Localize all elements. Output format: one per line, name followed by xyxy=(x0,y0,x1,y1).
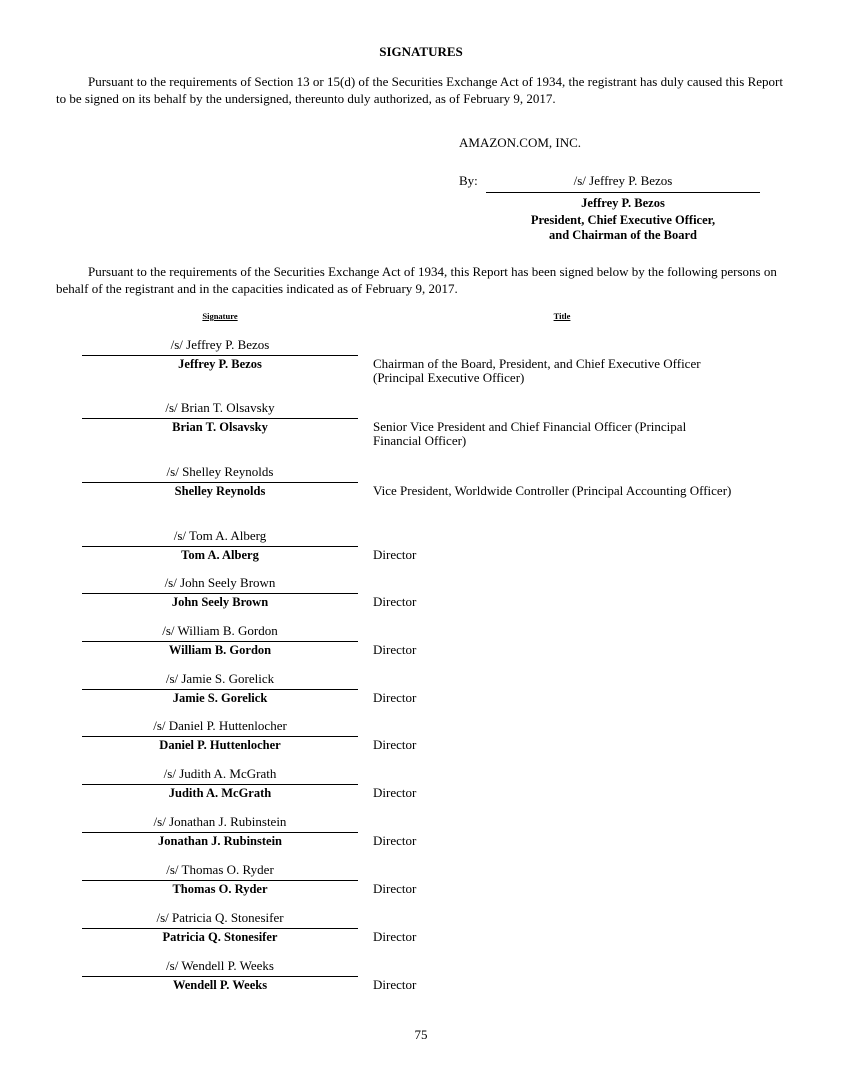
signer-title: Director xyxy=(373,690,417,705)
signature-rule xyxy=(82,355,358,356)
page-heading: SIGNATURES xyxy=(379,44,463,59)
signer-title: Director xyxy=(373,929,417,944)
signature-rule xyxy=(82,418,358,419)
signer-signature: /s/ Thomas O. Ryder xyxy=(166,862,274,877)
ceo-signature: /s/ Jeffrey P. Bezos xyxy=(573,173,673,188)
signer-row xyxy=(0,910,842,958)
signature-rule xyxy=(82,832,358,833)
signer-name: Jeffrey P. Bezos xyxy=(178,357,262,371)
signer-name: Brian T. Olsavsky xyxy=(172,420,268,434)
signer-signature: /s/ Daniel P. Huttenlocher xyxy=(153,718,287,733)
signer-row xyxy=(0,528,842,576)
signer-signature: /s/ William B. Gordon xyxy=(162,623,278,638)
signer-title: Chairman of the Board, President, and Chief Executive Officer (Principal Executive Officer) xyxy=(373,356,701,385)
signer-title: Director xyxy=(373,642,417,657)
signature-rule xyxy=(82,482,358,483)
signer-signature: /s/ Shelley Reynolds xyxy=(166,464,274,479)
signer-name: Tom A. Alberg xyxy=(181,548,259,562)
signer-title: Director xyxy=(373,881,417,896)
signer-title: Senior Vice President and Chief Financial Officer (Principal Financial Officer) xyxy=(373,419,687,448)
signer-row xyxy=(0,337,842,385)
signer-row xyxy=(0,400,842,448)
signer-name: Patricia Q. Stonesifer xyxy=(162,930,278,944)
signature-rule xyxy=(82,976,358,977)
ceo-title-line-2: and Chairman of the Board xyxy=(549,228,697,242)
title-column-header: Title xyxy=(553,311,571,321)
signature-rule xyxy=(82,784,358,785)
ceo-name: Jeffrey P. Bezos xyxy=(581,196,665,210)
signer-row xyxy=(0,718,842,766)
signer-row xyxy=(0,958,842,1006)
signer-signature: /s/ Jeffrey P. Bezos xyxy=(170,337,270,352)
signature-rule xyxy=(486,192,760,193)
ceo-title-line-1: President, Chief Executive Officer, xyxy=(530,213,716,227)
signer-name: Judith A. McGrath xyxy=(168,786,272,800)
signer-row xyxy=(0,575,842,623)
page-number: 75 xyxy=(414,1027,428,1042)
signature-rule xyxy=(82,736,358,737)
signer-name: John Seely Brown xyxy=(171,595,269,609)
signer-name: Daniel P. Huttenlocher xyxy=(159,738,281,752)
signer-name: Wendell P. Weeks xyxy=(172,978,268,992)
signer-signature: /s/ Jamie S. Gorelick xyxy=(165,671,275,686)
signer-row xyxy=(0,862,842,910)
signer-signature: /s/ Wendell P. Weeks xyxy=(166,958,274,973)
signer-row xyxy=(0,623,842,671)
signer-signature: /s/ John Seely Brown xyxy=(164,575,276,590)
signature-rule xyxy=(82,641,358,642)
signer-signature: /s/ Patricia Q. Stonesifer xyxy=(156,910,284,925)
signer-row xyxy=(0,766,842,814)
second-paragraph: Pursuant to the requirements of the Securities Exchange Act of 1934, this Report has been signed below by the following persons on behalf of the registrant and in the capacities indicated as of February 9, 2017. xyxy=(56,264,777,296)
signer-name: William B. Gordon xyxy=(168,643,272,657)
signer-title: Director xyxy=(373,547,417,562)
signer-signature: /s/ Jonathan J. Rubinstein xyxy=(153,814,287,829)
signer-title: Vice President, Worldwide Controller (Principal Accounting Officer) xyxy=(373,483,732,498)
signature-rule xyxy=(82,928,358,929)
intro-paragraph: Pursuant to the requirements of Section 13 or 15(d) of the Securities Exchange Act of 1934, the registrant has duly caused this Report to be signed on its behalf by the undersigned, thereunto duly authorized, as of February 9, 2017. xyxy=(56,74,783,106)
signature-column-header: Signature xyxy=(202,311,238,321)
signer-title: Director xyxy=(373,594,417,609)
signer-row xyxy=(0,671,842,719)
signature-rule xyxy=(82,689,358,690)
signer-signature: /s/ Brian T. Olsavsky xyxy=(165,400,275,415)
company-name: AMAZON.COM, INC. xyxy=(459,135,582,150)
signer-name: Thomas O. Ryder xyxy=(172,882,268,896)
signer-name: Jamie S. Gorelick xyxy=(172,691,268,705)
signature-rule xyxy=(82,880,358,881)
signer-row xyxy=(0,814,842,862)
signer-signature: /s/ Judith A. McGrath xyxy=(163,766,277,781)
signer-signature: /s/ Tom A. Alberg xyxy=(173,528,267,543)
signer-name: Jonathan J. Rubinstein xyxy=(158,834,282,848)
signature-rule xyxy=(82,546,358,547)
signer-title: Director xyxy=(373,977,417,992)
signer-title: Director xyxy=(373,737,417,752)
ceo-title xyxy=(486,213,760,243)
signer-title: Director xyxy=(373,833,417,848)
signature-rule xyxy=(82,593,358,594)
signer-row xyxy=(0,464,842,512)
by-label: By: xyxy=(459,173,478,188)
signer-title: Director xyxy=(373,785,417,800)
signer-name: Shelley Reynolds xyxy=(174,484,266,498)
